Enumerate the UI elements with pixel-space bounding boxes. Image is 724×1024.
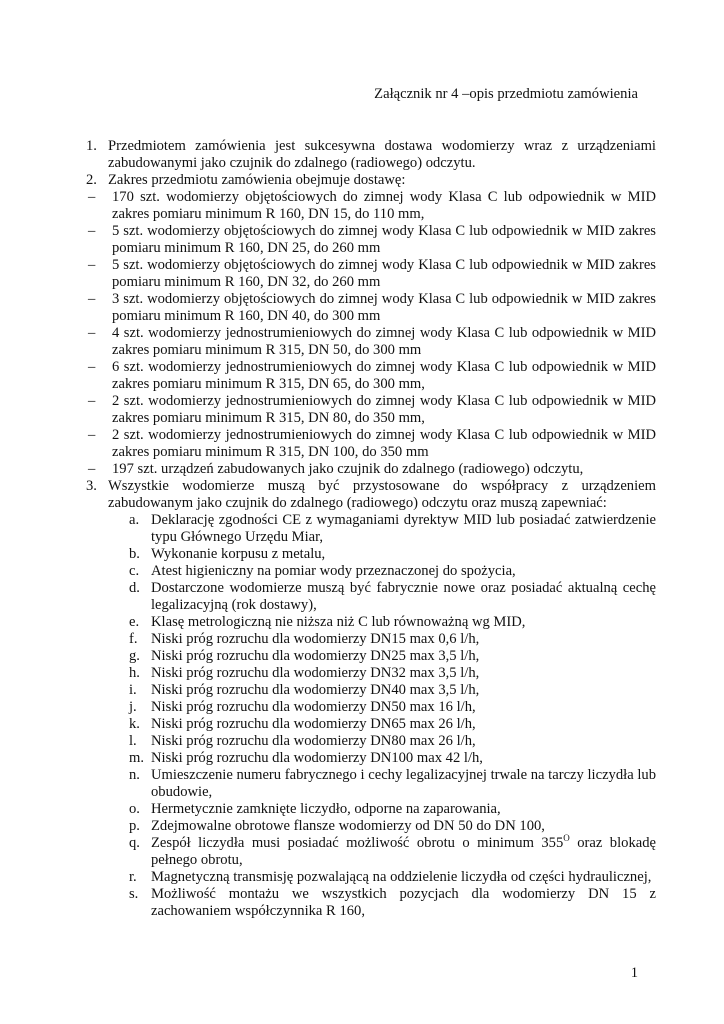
dash-mark: – — [88, 189, 96, 205]
requirement-item — [129, 682, 656, 699]
requirement-item — [129, 580, 656, 614]
requirement-mark: s. — [129, 886, 139, 902]
requirement-item — [129, 563, 656, 580]
requirement-item — [129, 699, 656, 716]
requirement-item — [129, 512, 656, 546]
requirement-item — [129, 767, 656, 801]
scope-item — [88, 223, 656, 257]
item-text: Wszystkie wodomierze muszą być przystosowane do współpracy z urządzeniem zabudowanym jako czujnik do zdalnego (radiowego) odczytu oraz muszą zapewniać: — [108, 478, 656, 511]
requirement-mark: g. — [129, 648, 140, 664]
list-item — [86, 172, 656, 189]
requirement-text: Zdejmowalne obrotowe flansze wodomierzy od DN 50 do DN 100, — [151, 818, 545, 834]
scope-text: 5 szt. wodomierzy objętościowych do zimnej wody Klasa C lub odpowiednik w MID zakres pomiaru minimum R 160, DN 32, do 260 mm — [112, 257, 656, 290]
requirement-text: Umieszczenie numeru fabrycznego i cechy legalizacyjnej trwale na tarczy liczydła lub obudowie, — [151, 767, 656, 800]
dash-mark: – — [88, 223, 96, 239]
dash-mark: – — [88, 257, 96, 273]
dash-mark: – — [88, 427, 96, 443]
requirement-text — [151, 835, 656, 869]
requirement-text: Niski próg rozruchu dla wodomierzy DN15 max 0,6 l/h, — [151, 631, 480, 647]
requirement-mark: j. — [129, 699, 137, 715]
requirement-item — [129, 648, 656, 665]
requirement-text: Niski próg rozruchu dla wodomierzy DN40 max 3,5 l/h, — [151, 682, 480, 698]
requirement-text: Niski próg rozruchu dla wodomierzy DN25 max 3,5 l/h, — [151, 648, 480, 664]
requirement-item — [129, 614, 656, 631]
requirement-item — [129, 733, 656, 750]
scope-text: 197 szt. urządzeń zabudowanych jako czujnik do zdalnego (radiowego) odczytu, — [112, 461, 584, 477]
requirement-text: Niski próg rozruchu dla wodomierzy DN32 max 3,5 l/h, — [151, 665, 480, 681]
scope-text: 5 szt. wodomierzy objętościowych do zimnej wody Klasa C lub odpowiednik w MID zakres pomiaru minimum R 160, DN 25, do 260 mm — [112, 223, 656, 256]
requirement-text: Dostarczone wodomierze muszą być fabrycznie nowe oraz posiadać aktualną cechę legalizacyjną (rok dostawy), — [151, 580, 656, 613]
scope-item — [88, 461, 656, 478]
scope-text: 170 szt. wodomierzy objętościowych do zimnej wody Klasa C lub odpowiednik w MID zakres pomiaru minimum R 160, DN 15, do 110 mm, — [112, 189, 656, 222]
requirement-text: Hermetycznie zamknięte liczydło, odporne na zaparowania, — [151, 801, 501, 817]
requirement-text-part: Zespół liczydła musi posiadać możliwość obrotu o minimum 355 — [151, 835, 564, 851]
scope-text: 2 szt. wodomierzy jednostrumieniowych do zimnej wody Klasa C lub odpowiednik w MID zakres pomiaru minimum R 315, DN 100, do 350 mm — [112, 427, 656, 460]
requirement-item — [129, 801, 656, 818]
dash-mark: – — [88, 325, 96, 341]
requirement-text: Niski próg rozruchu dla wodomierzy DN65 max 26 l/h, — [151, 716, 476, 732]
requirement-text: Niski próg rozruchu dla wodomierzy DN100 max 42 l/h, — [151, 750, 483, 766]
scope-list — [88, 189, 656, 478]
scope-text: 3 szt. wodomierzy objętościowych do zimnej wody Klasa C lub odpowiednik w MID zakres pomiaru minimum R 160, DN 40, do 300 mm — [112, 291, 656, 324]
item-number: 1. — [86, 138, 97, 154]
requirement-mark: a. — [129, 512, 140, 528]
scope-text: 4 szt. wodomierzy jednostrumieniowych do zimnej wody Klasa C lub odpowiednik w MID zakres pomiaru minimum R 315, DN 50, do 300 mm — [112, 325, 656, 358]
scope-item — [88, 257, 656, 291]
item-number: 3. — [86, 478, 97, 494]
item-text: Przedmiotem zamówienia jest sukcesywna dostawa wodomierzy wraz z urządzeniami zabudowanymi jako czujnik do zdalnego (radiowego) odczytu. — [108, 138, 656, 171]
scope-item — [88, 325, 656, 359]
requirement-mark: q. — [129, 835, 140, 851]
requirement-item — [129, 546, 656, 563]
requirement-text: Niski próg rozruchu dla wodomierzy DN50 max 16 l/h, — [151, 699, 476, 715]
dash-mark: – — [88, 291, 96, 307]
degree-superscript: O — [563, 833, 570, 843]
requirement-item — [129, 750, 656, 767]
dash-mark: – — [88, 461, 96, 477]
document-header: Załącznik nr 4 –opis przedmiotu zamówienia — [374, 86, 638, 102]
requirement-item — [129, 869, 656, 886]
requirement-mark: p. — [129, 818, 140, 834]
requirement-item — [129, 665, 656, 682]
dash-mark: – — [88, 393, 96, 409]
page-number: 1 — [630, 965, 638, 981]
scope-item — [88, 427, 656, 461]
scope-text: 6 szt. wodomierzy jednostrumieniowych do zimnej wody Klasa C lub odpowiednik w MID zakres pomiaru minimum R 315, DN 65, do 300 mm, — [112, 359, 656, 392]
requirement-mark: d. — [129, 580, 140, 596]
requirement-mark: l. — [129, 733, 137, 749]
item-number: 2. — [86, 172, 97, 188]
requirement-text: Wykonanie korpusu z metalu, — [151, 546, 326, 562]
requirement-mark: h. — [129, 665, 140, 681]
requirement-text: Deklarację zgodności CE z wymaganiami dyrektyw MID lub posiadać zatwierdzenie typu Głównego Urzędu Miar, — [151, 512, 656, 545]
scope-text: 2 szt. wodomierzy jednostrumieniowych do zimnej wody Klasa C lub odpowiednik w MID zakres pomiaru minimum R 315, DN 80, do 350 mm, — [112, 393, 656, 426]
item-text: Zakres przedmiotu zamówienia obejmuje dostawę: — [108, 172, 406, 188]
requirement-text: Atest higieniczny na pomiar wody przeznaczonej do spożycia, — [151, 563, 516, 579]
requirement-item — [129, 835, 656, 869]
document-body — [86, 138, 656, 920]
requirement-mark: k. — [129, 716, 140, 732]
scope-item — [88, 359, 656, 393]
requirement-item — [129, 818, 656, 835]
dash-mark: – — [88, 359, 96, 375]
list-item — [86, 478, 656, 512]
requirement-text: Magnetyczną transmisję pozwalającą na oddzielenie liczydła od części hydraulicznej, — [151, 869, 652, 885]
requirement-mark: f. — [129, 631, 138, 647]
requirement-item — [129, 716, 656, 733]
requirement-text-part: oraz blokadę pełnego obrotu, — [151, 835, 657, 868]
requirement-mark: o. — [129, 801, 140, 817]
requirement-mark: e. — [129, 614, 140, 630]
list-item — [86, 138, 656, 172]
requirement-text: Klasę metrologiczną nie niższa niż C lub równoważną wg MID, — [151, 614, 526, 630]
requirement-mark: n. — [129, 767, 140, 783]
scope-item — [88, 189, 656, 223]
scope-item — [88, 291, 656, 325]
requirement-mark: b. — [129, 546, 140, 562]
scope-item — [88, 393, 656, 427]
requirement-mark: r. — [129, 869, 137, 885]
requirement-item — [129, 886, 656, 920]
requirements-list — [129, 512, 656, 920]
requirement-text: Możliwość montażu we wszystkich pozycjach dla wodomierzy DN 15 z zachowaniem współczynnika R 160, — [151, 886, 656, 919]
requirement-mark: i. — [129, 682, 137, 698]
requirement-mark: m. — [129, 750, 144, 766]
requirement-text: Niski próg rozruchu dla wodomierzy DN80 max 26 l/h, — [151, 733, 476, 749]
requirement-mark: c. — [129, 563, 140, 579]
requirement-item — [129, 631, 656, 648]
